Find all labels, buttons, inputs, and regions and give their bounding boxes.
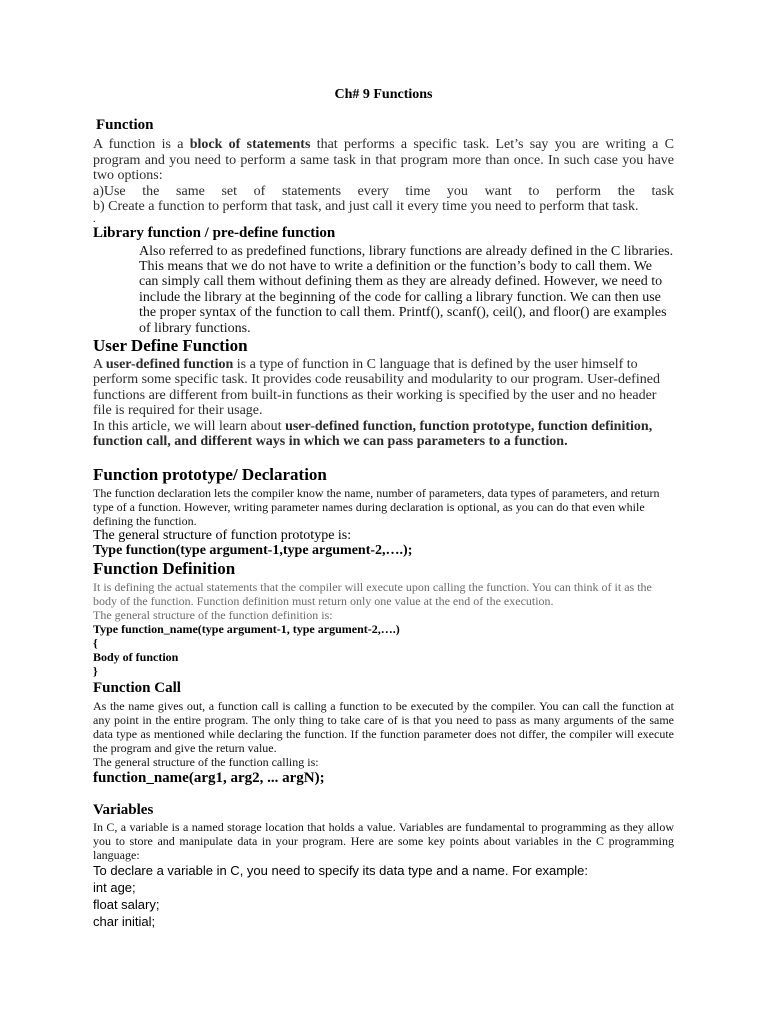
page-title: Ch# 9 Functions [334,87,433,102]
function-paragraph-start: A function is a [93,137,190,152]
user-define-bold: user-defined function [105,356,234,372]
user-define-end: is a type of function in C language that is defined by the user himself to perform some specific task. It provides code reusability and modularity to our program. User-defined functions are different from built-in functions as their working is specified by the user and no header file is required for their usage. [93,356,660,419]
option-b: b) Create a function to perform that task, and just call it every time you need to perform that task. [93,199,639,214]
user-define-paragraph [93,357,674,419]
call-structure-label: The general structure of the function calling is: [93,754,319,769]
variables-paragraph: In C, a variable is a named storage location that holds a value. Variables are fundamental to programming as they allow you to store and manipulate data in your program. Here are some key points about variables in the C programming language: [93,819,674,862]
function-heading: Function [96,117,154,133]
definition-syntax-line-3: Body of function [93,649,179,664]
definition-syntax-line-4: } [93,663,98,678]
prototype-paragraph: The function declaration lets the compiler know the name, number of parameters, data types of parameters, and return type of a function. However, writing parameter names during declaration is optional, as you can do that even while defining the function. [93,485,660,528]
definition-paragraph: It is defining the actual statements that the compiler will execute upon calling the function. You can think of it as the body of the function. Function definition must return only one value at the end of the execution. [93,579,652,608]
example-float: float salary; [93,896,160,912]
library-heading: Library function / pre-define function [93,224,336,241]
spacer [93,450,674,465]
user-define-heading: User Define Function [93,335,248,355]
prototype-structure-label: The general structure of function prototype is: [93,527,352,543]
definition-syntax-line-2: { [93,635,98,650]
article-scope-bold: user-defined function, function prototype, function definition, function call, and different ways in which we can pass parameters to a function. [93,418,653,450]
article-scope-start: In this article, we will learn about [93,418,286,434]
call-syntax: function_name(arg1, arg2, ... argN); [93,769,325,786]
call-heading: Function Call [93,679,181,696]
stray-dot: . [93,213,96,225]
prototype-heading: Function prototype/ Declaration [93,464,327,484]
library-paragraph: Also referred to as predefined functions, library functions are already defined in the C libraries. This means that we do not have to write a definition or the function’s body to call them. We can simply call them without defining them as they are already defined. However, we need to include the library at the beginning of the code for calling a library function. We can then use the proper syntax of the function to call them. Printf(), scanf(), ceil(), and floor() are examples of library functions. [139,243,674,336]
option-a: a)Use the same set of statements every time you want to perform the task [93,183,674,199]
definition-structure-label: The general structure of the function definition is: [93,607,333,622]
function-paragraph-bold: block of statements [189,137,311,152]
declare-line: To declare a variable in C, you need to specify its data type and a name. For example: [93,862,588,878]
call-paragraph: As the name gives out, a function call is calling a function to be executed by the compiler. You can call the function at any point in the entire program. The only thing to take care of is that you need to pass as many arguments of the same data type as mentioned while declaring the function. If the function parameter does not differ, the compiler will execute the program and give the return value. [93,698,674,755]
user-define-start: A [93,356,106,372]
example-char: char initial; [93,913,156,929]
variables-heading: Variables [93,801,154,818]
function-paragraph [93,137,674,184]
function-paragraph-end: that performs a specific task. Let’s say you are writing a C program and you need to perform a same task in that program more than once. In such case you have two options: [93,137,674,183]
example-int: int age; [93,879,136,895]
definition-heading: Function Definition [93,558,236,578]
prototype-syntax: Type function(type argument-1,type argument-2,….); [93,542,413,558]
definition-syntax-line-1: Type function_name(type argument-1, type argument-2,….) [93,621,400,636]
article-scope-paragraph [93,419,674,450]
